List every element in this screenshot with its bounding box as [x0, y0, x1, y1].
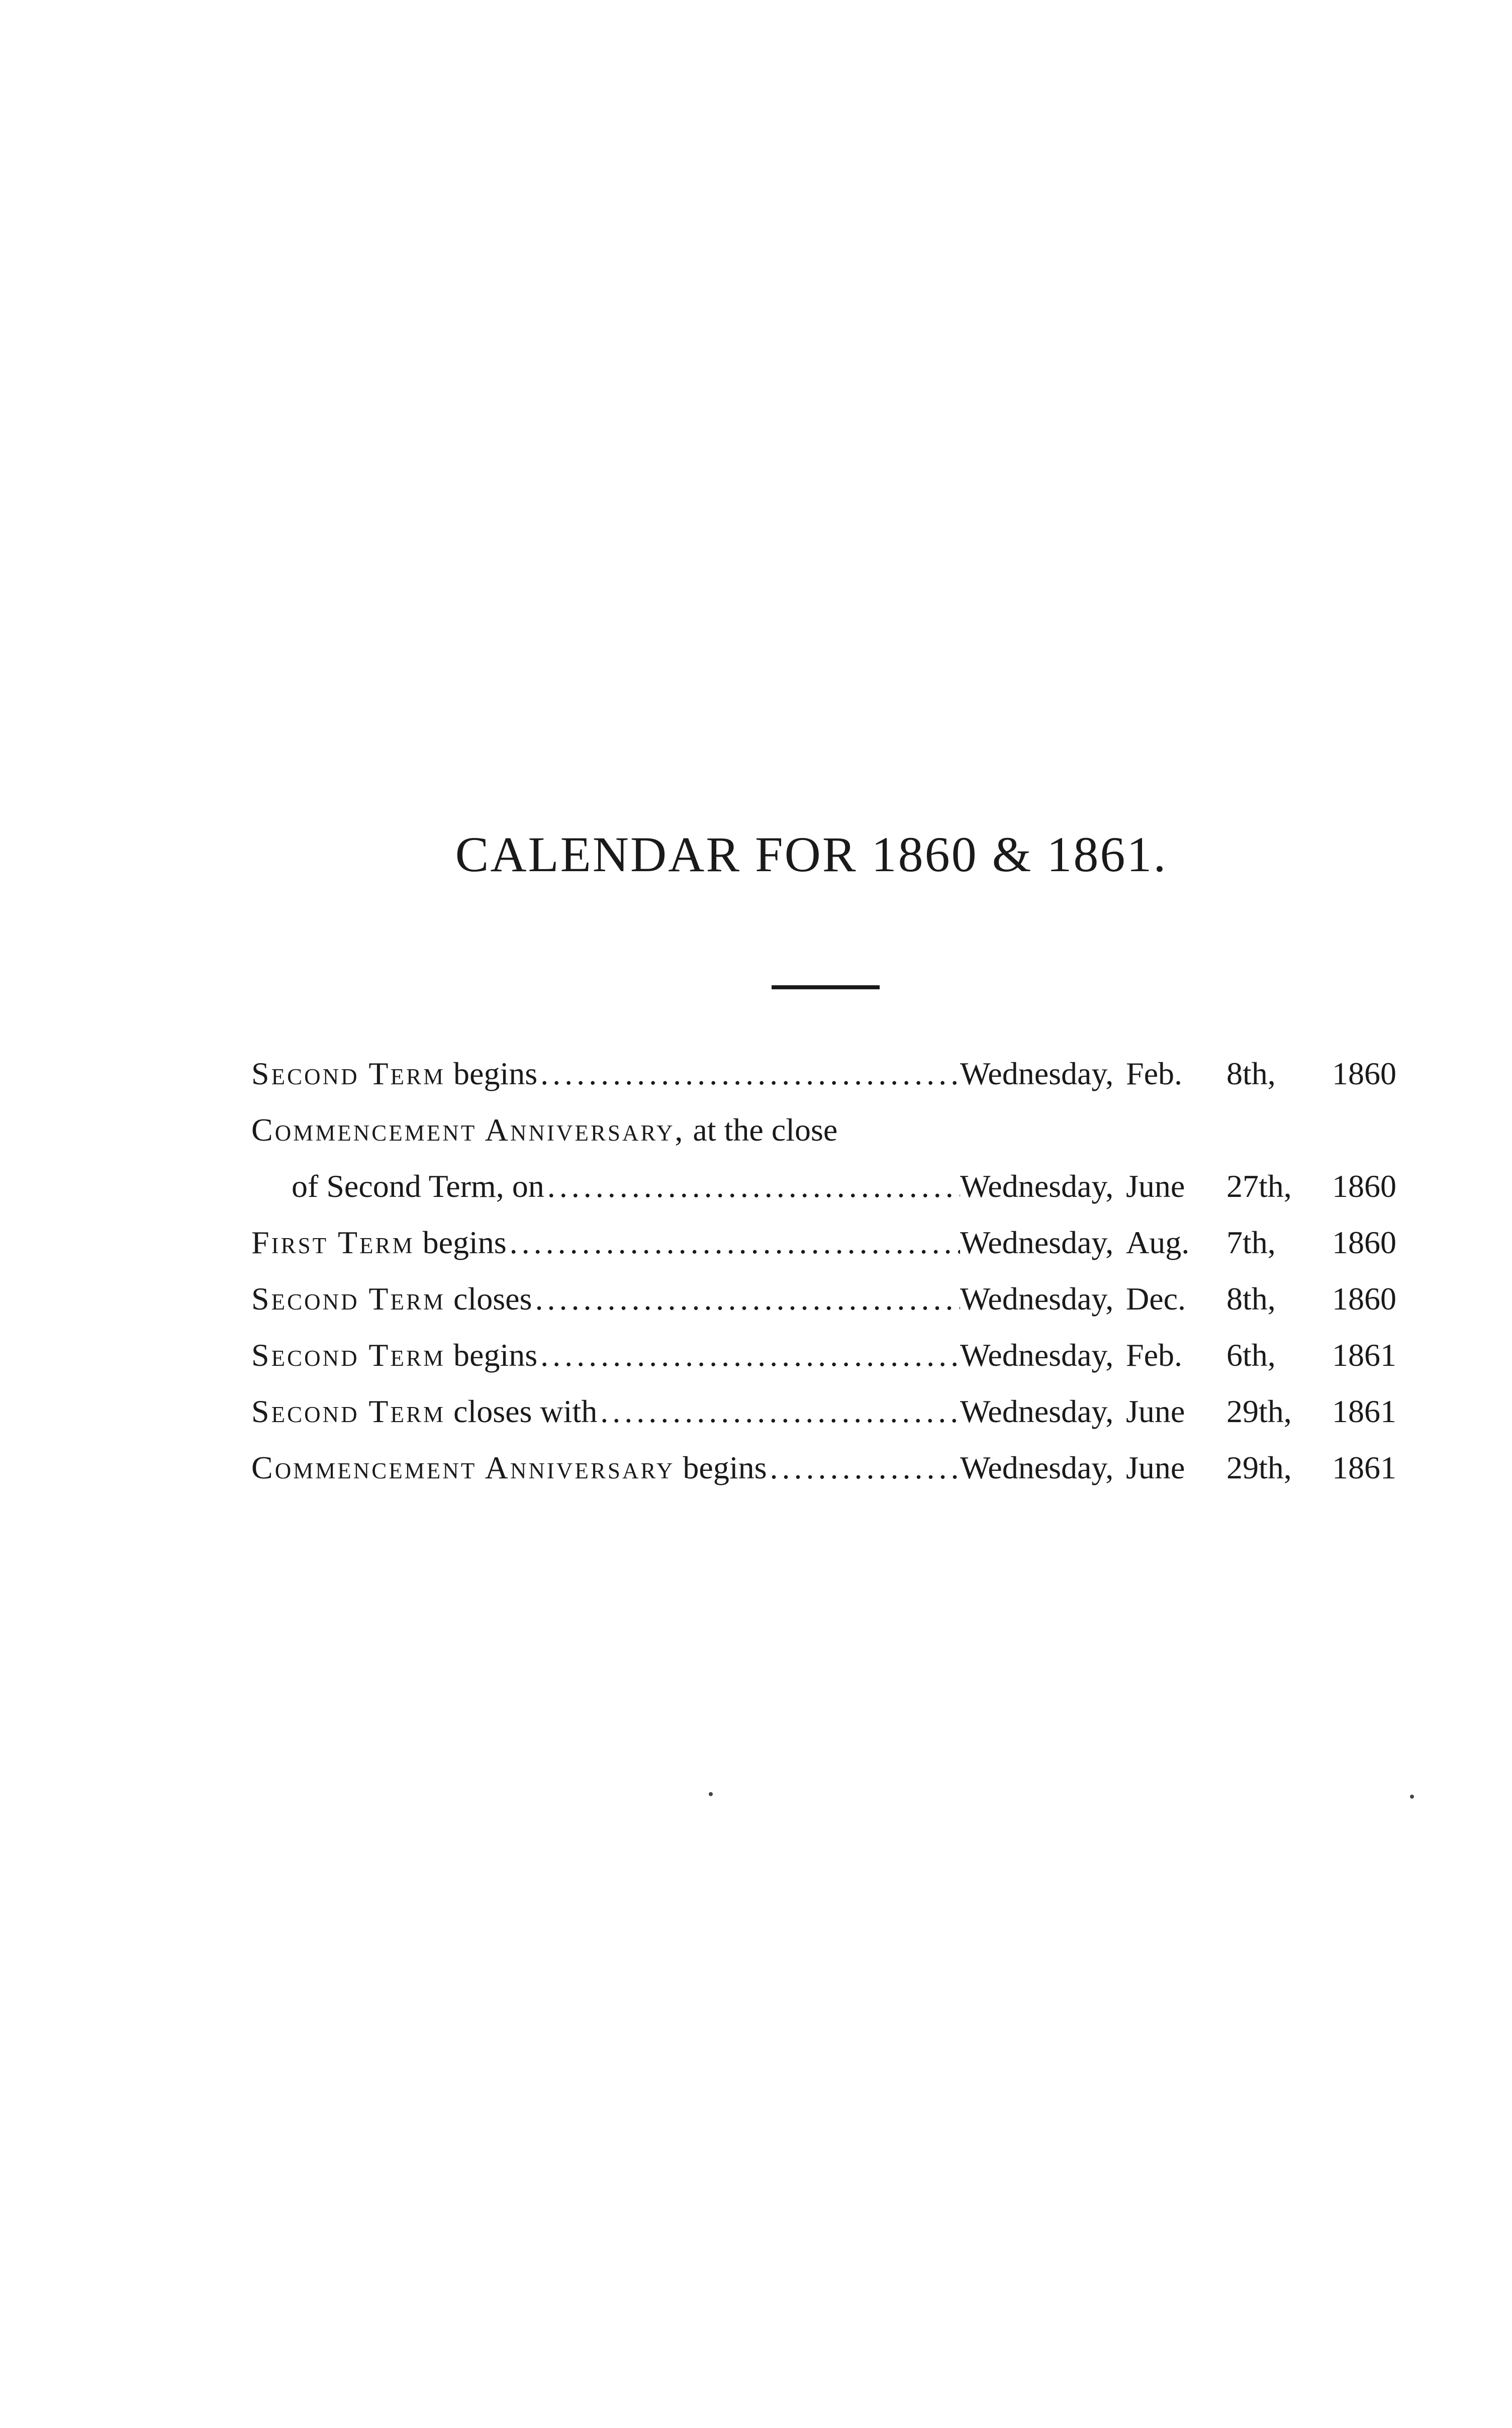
- event-label: Commencement Anniversary begins: [251, 1450, 767, 1485]
- month: Dec.: [1126, 1281, 1186, 1317]
- day-of-month: 29th,: [1226, 1393, 1292, 1429]
- calendar-entry: [251, 1327, 1407, 1383]
- year: 1860: [1332, 1281, 1396, 1317]
- event-label: Second Term begins: [251, 1337, 538, 1373]
- calendar-entry: [251, 1215, 1407, 1271]
- month: June: [1126, 1393, 1185, 1429]
- dot-leader: [767, 1440, 961, 1496]
- weekday: Wednesday,: [960, 1056, 1114, 1091]
- calendar-entry: [251, 1102, 1407, 1215]
- day-of-month: 6th,: [1226, 1337, 1276, 1373]
- day-of-month: 8th,: [1226, 1281, 1276, 1317]
- day-of-month: 29th,: [1226, 1450, 1292, 1485]
- event-label: First Term begins: [251, 1225, 507, 1260]
- day-of-month: 7th,: [1226, 1225, 1276, 1260]
- calendar-entries: [251, 1046, 1407, 1496]
- event-label: Second Term begins: [251, 1056, 538, 1091]
- weekday: Wednesday,: [960, 1168, 1114, 1204]
- weekday: Wednesday,: [960, 1393, 1114, 1429]
- day-of-month: 27th,: [1226, 1168, 1292, 1204]
- calendar-entry: [251, 1271, 1407, 1327]
- title-rule: [772, 985, 880, 989]
- month: June: [1126, 1450, 1185, 1485]
- event-label: Second Term closes: [251, 1281, 532, 1317]
- year: 1860: [1332, 1056, 1396, 1091]
- month: Aug.: [1126, 1225, 1190, 1260]
- event-label-first-line: Commencement Anniversary, at the close: [251, 1112, 838, 1148]
- year: 1861: [1332, 1393, 1396, 1429]
- month: June: [1126, 1168, 1185, 1204]
- weekday: Wednesday,: [960, 1337, 1114, 1373]
- weekday: Wednesday,: [960, 1225, 1114, 1260]
- dot-leader: [532, 1271, 960, 1327]
- year: 1861: [1332, 1450, 1396, 1485]
- weekday: Wednesday,: [960, 1450, 1114, 1485]
- month: Feb.: [1126, 1337, 1182, 1373]
- event-label-continuation: of Second Term, on: [292, 1168, 544, 1204]
- calendar-entry: [251, 1440, 1407, 1496]
- year: 1860: [1332, 1225, 1396, 1260]
- paper-speck: [1410, 1795, 1414, 1799]
- year: 1861: [1332, 1337, 1396, 1373]
- event-label: Second Term closes with: [251, 1393, 598, 1429]
- dot-leader: [507, 1215, 960, 1271]
- calendar-entry: [251, 1046, 1407, 1102]
- day-of-month: 8th,: [1226, 1056, 1276, 1091]
- month: Feb.: [1126, 1056, 1182, 1091]
- dot-leader: [537, 1046, 960, 1102]
- year: 1860: [1332, 1168, 1396, 1204]
- page-title: CALENDAR FOR 1860 & 1861.: [455, 826, 1168, 882]
- weekday: Wednesday,: [960, 1281, 1114, 1317]
- dot-leader: [537, 1327, 960, 1383]
- paper-speck: [709, 1792, 713, 1796]
- dot-leader: [597, 1383, 960, 1440]
- dot-leader: [544, 1158, 960, 1215]
- calendar-entry: [251, 1383, 1407, 1440]
